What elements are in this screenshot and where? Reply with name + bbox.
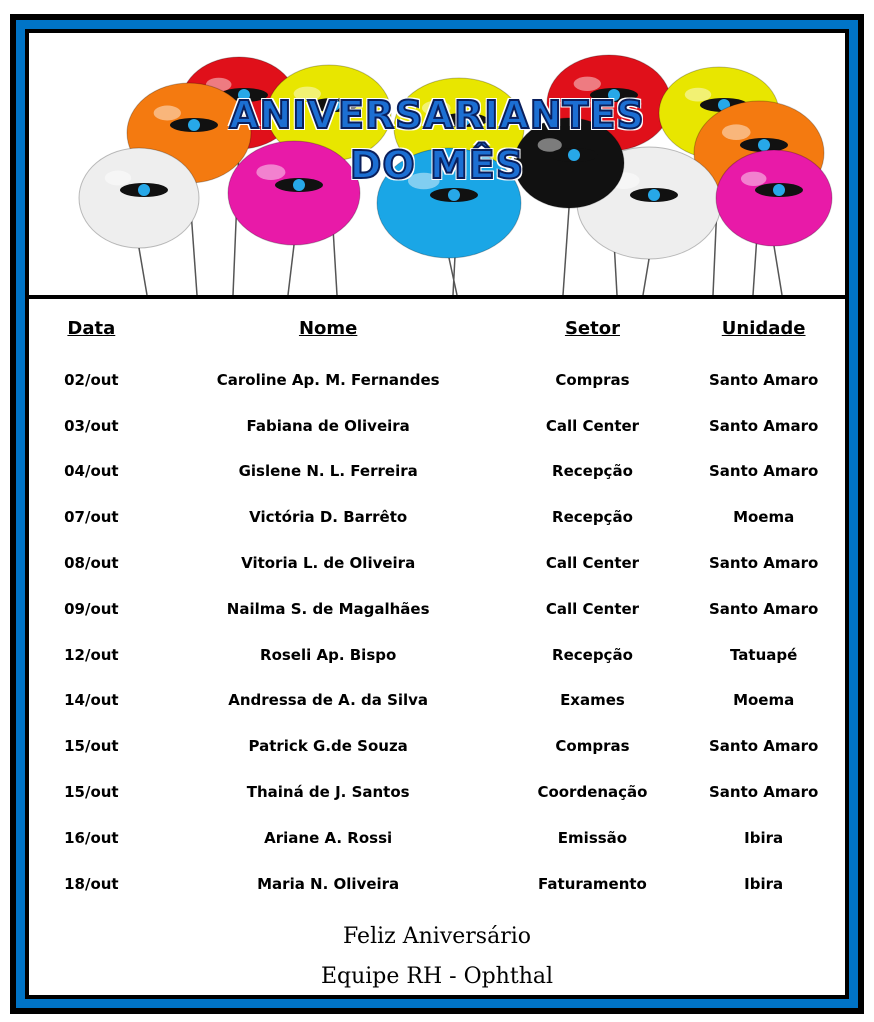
- page-frame: [10, 14, 864, 1014]
- cell-unidade: Santo Amaro: [708, 737, 819, 756]
- table-row: [29, 357, 845, 403]
- cell-unidade: Santo Amaro: [708, 599, 819, 618]
- cell-data: 18/out: [64, 874, 119, 893]
- cell-data: 15/out: [64, 783, 119, 802]
- cell-unidade: Santo Amaro: [708, 416, 819, 435]
- cell-setor: Exames: [560, 691, 625, 710]
- table-row: [29, 861, 845, 907]
- table-row: [29, 586, 845, 632]
- cell-nome: Caroline Ap. M. Fernandes: [216, 370, 440, 389]
- footer-signature: Equipe RH - Ophthal: [320, 964, 554, 989]
- cell-nome: Victória D. Barrêto: [249, 508, 408, 527]
- content-panel: [25, 29, 849, 999]
- cell-nome: Thainá de J. Santos: [246, 783, 410, 802]
- cell-unidade: Tatuapé: [730, 645, 798, 664]
- header-setor: Setor: [564, 317, 620, 339]
- table-row: [29, 540, 845, 586]
- cell-setor: Faturamento: [538, 874, 647, 893]
- table-row: [29, 449, 845, 495]
- cell-unidade: Santo Amaro: [708, 783, 819, 802]
- cell-unidade: Moema: [733, 508, 795, 527]
- cell-unidade: Santo Amaro: [708, 554, 819, 573]
- cell-setor: Call Center: [545, 554, 640, 573]
- table-row: [29, 403, 845, 449]
- balloon-string: [288, 245, 294, 295]
- cell-nome: Patrick G.de Souza: [248, 737, 408, 756]
- cell-data: 03/out: [64, 416, 119, 435]
- cell-unidade: Ibira: [744, 874, 784, 893]
- banner-title-line2: DO MÊS: [349, 143, 525, 187]
- balloon-banner: [29, 33, 845, 299]
- balloon-string: [643, 259, 649, 295]
- cell-data: 15/out: [64, 737, 119, 756]
- cell-nome: Roseli Ap. Bispo: [260, 645, 397, 664]
- cell-data: 07/out: [64, 508, 119, 527]
- footer-greeting: Feliz Aniversário: [343, 924, 531, 949]
- table-header-row: [29, 299, 845, 357]
- cell-data: 02/out: [64, 370, 119, 389]
- table-row: [29, 632, 845, 678]
- cell-data: 09/out: [64, 599, 119, 618]
- balloon-string: [139, 248, 147, 295]
- cell-data: 14/out: [64, 691, 119, 710]
- balloon-string: [563, 208, 569, 295]
- header-unidade: Unidade: [721, 317, 806, 339]
- cell-unidade: Santo Amaro: [708, 370, 819, 389]
- cell-setor: Emissão: [557, 828, 628, 847]
- birthday-table-wrap: [29, 299, 845, 907]
- cell-unidade: Moema: [733, 691, 795, 710]
- ophthal-iris-icon: [448, 189, 460, 201]
- cell-nome: Maria N. Oliveira: [257, 874, 400, 893]
- table-row: [29, 494, 845, 540]
- cell-nome: Ariane A. Rossi: [264, 828, 393, 847]
- cell-nome: Fabiana de Oliveira: [246, 416, 410, 435]
- header-nome: Nome: [298, 317, 358, 339]
- balloon-highlight: [574, 77, 601, 91]
- cell-setor: Compras: [555, 737, 630, 756]
- table-row: [29, 678, 845, 724]
- table-row: [29, 723, 845, 769]
- cell-setor: Call Center: [545, 599, 640, 618]
- cell-nome: Vitoria L. de Oliveira: [241, 554, 416, 573]
- cell-setor: Coordenação: [537, 783, 648, 802]
- cell-nome: Gislene N. L. Ferreira: [238, 462, 418, 481]
- cell-setor: Call Center: [545, 416, 640, 435]
- table-row: [29, 769, 845, 815]
- balloon-string: [774, 246, 782, 295]
- cell-data: 04/out: [64, 462, 119, 481]
- cell-data: 16/out: [64, 828, 119, 847]
- cell-data: 08/out: [64, 554, 119, 573]
- cell-unidade: Santo Amaro: [708, 462, 819, 481]
- cell-data: 12/out: [64, 645, 119, 664]
- banner-title-line1: ANIVERSARIANTES: [229, 93, 645, 137]
- header-data: Data: [67, 317, 116, 339]
- cell-unidade: Ibira: [744, 828, 784, 847]
- cell-nome: Andressa de A. da Silva: [228, 691, 429, 710]
- cell-setor: Compras: [555, 370, 630, 389]
- cell-setor: Recepção: [552, 645, 633, 664]
- cell-setor: Recepção: [552, 462, 633, 481]
- cell-setor: Recepção: [552, 508, 633, 527]
- birthday-table: [29, 299, 845, 907]
- table-row: [29, 815, 845, 861]
- cell-nome: Nailma S. de Magalhães: [226, 599, 430, 618]
- ophthal-iris-icon: [648, 189, 660, 201]
